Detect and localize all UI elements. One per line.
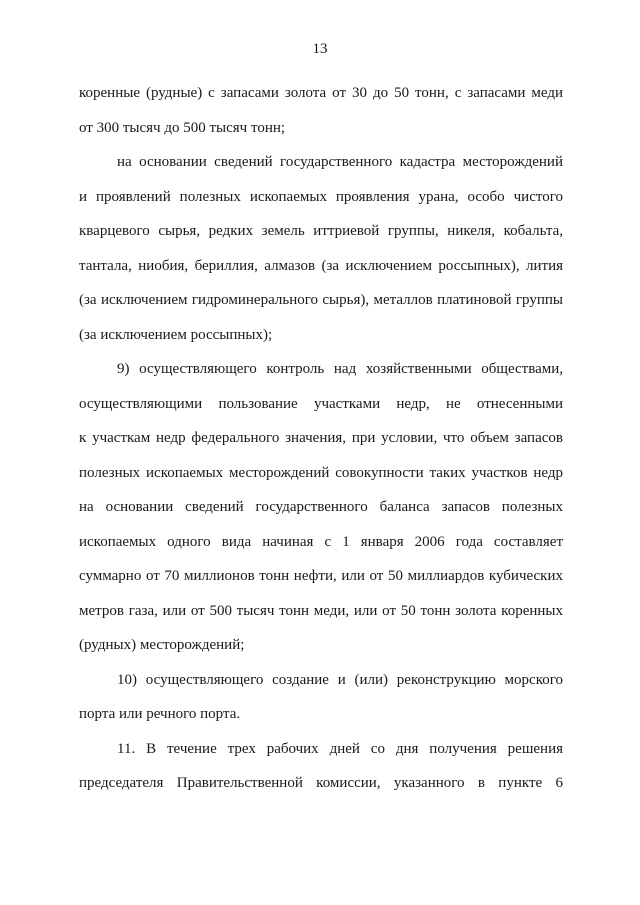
text-line: кварцевого сырья, редких земель иттриевой группы, никеля, кобальта, — [79, 223, 563, 239]
text-line: на основании сведений государственного баланса запасов полезных — [79, 499, 563, 515]
text-line: 10) осуществляющего создание и (или) реконструкцию морского — [117, 671, 563, 688]
text-line: тантала, ниобия, бериллия, алмазов (за исключением россыпных), лития — [79, 257, 563, 274]
text-line: полезных ископаемых месторождений совокупности таких участков недр — [79, 464, 563, 481]
text-line: осуществляющими пользование участками недр, не отнесенными — [79, 395, 563, 412]
text-line: от 300 тысяч до 500 тысяч тонн; — [79, 119, 286, 136]
document-body — [79, 76, 563, 801]
text-line: 11. В течение трех рабочих дней со дня получения решения — [117, 740, 563, 757]
text-line: коренные (рудные) с запасами золота от 30 до 50 тонн, с запасами меди — [79, 85, 563, 101]
text-line: к участкам недр федерального значения, при условии, что объем запасов — [79, 430, 563, 446]
text-line: суммарно от 70 миллионов тонн нефти, или от 50 миллиардов кубических — [79, 568, 563, 584]
text-line: на основании сведений государственного кадастра месторождений — [117, 154, 563, 170]
text-line: (за исключением гидроминерального сырья), металлов платиновой группы — [79, 292, 563, 308]
text-line: и проявлений полезных ископаемых проявления урана, особо чистого — [79, 188, 563, 205]
text-line: (за исключением россыпных); — [79, 326, 273, 343]
text-line: порта или речного порта. — [79, 706, 241, 722]
text-line: ископаемых одного вида начиная с 1 января 2006 года составляет — [79, 533, 563, 550]
page-number: 13 — [312, 41, 328, 57]
text-line: председателя Правительственной комиссии, указанного в пункте 6 — [79, 775, 563, 791]
text-line: метров газа, или от 500 тысяч тонн меди, или от 50 тонн золота коренных — [79, 602, 563, 619]
text-line: (рудных) месторождений; — [79, 637, 245, 653]
text-line: 9) осуществляющего контроль над хозяйственными обществами, — [117, 361, 563, 377]
